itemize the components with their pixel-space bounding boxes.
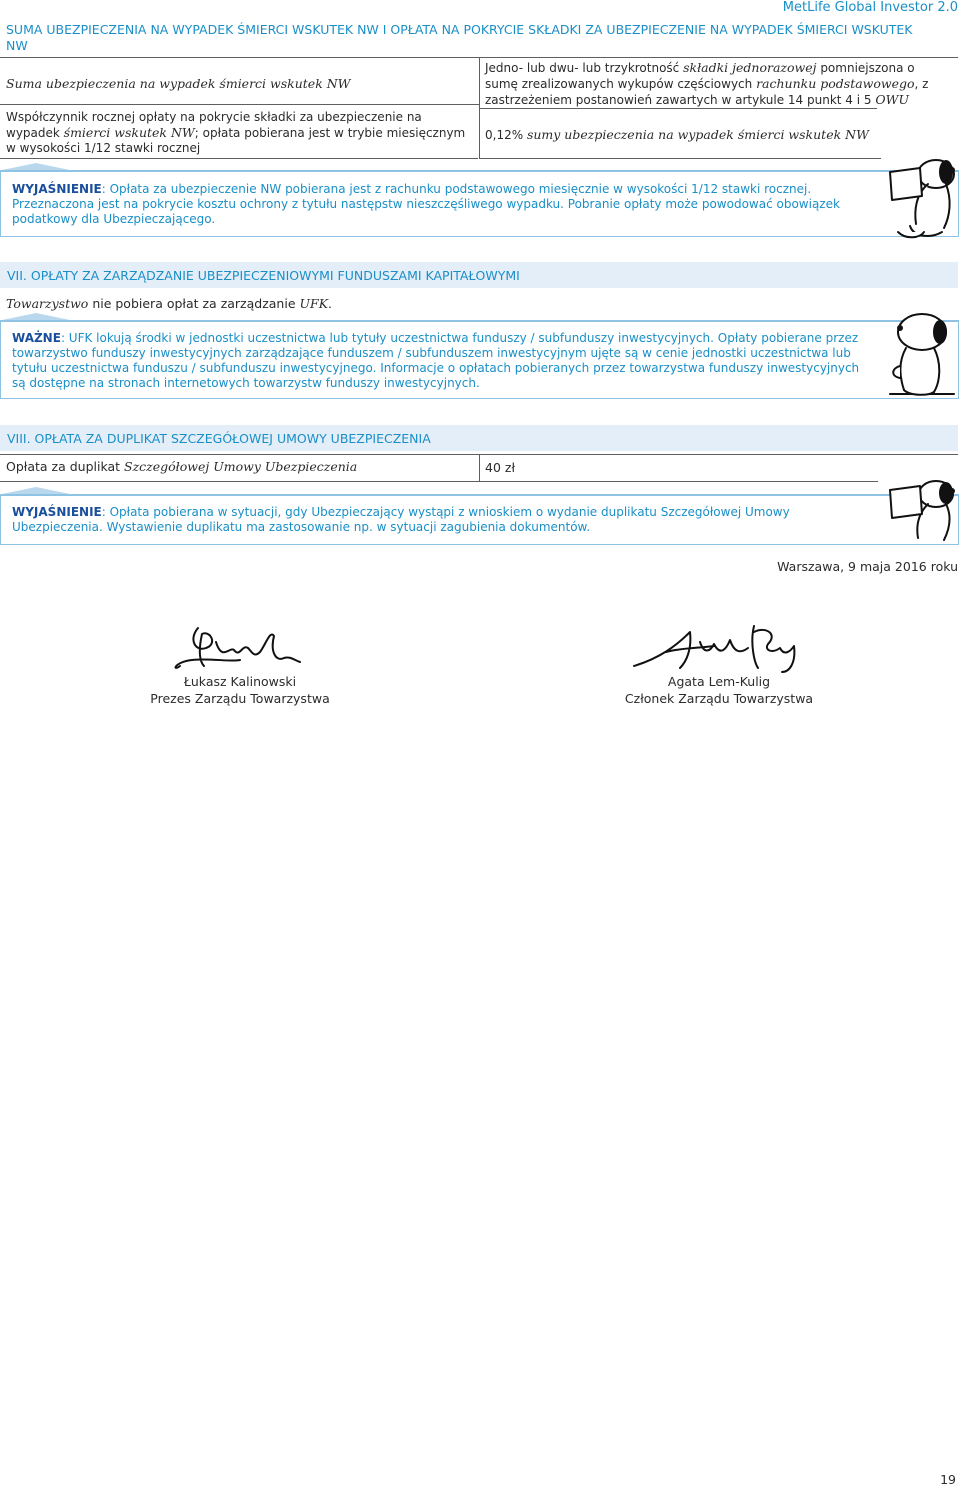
- signatory-left: [140, 673, 340, 707]
- table-border-bottom-right: [479, 158, 881, 159]
- note-explanation-nw-text: [12, 182, 842, 227]
- note-lead: WAŻNE: [12, 331, 61, 345]
- table-border-bottom: [0, 481, 878, 482]
- product-name: MetLife Global Investor 2.0: [782, 0, 958, 15]
- nw-fee-rate-value-term: sumy ubezpieczenia na wypadek śmierci wskutek NW: [526, 127, 869, 142]
- note-important-ufk-text: [12, 331, 862, 391]
- section-title-vii: VII. OPŁATY ZA ZARZĄDZANIE UBEZPIECZENIOWYMI FUNDUSZAMI KAPITAŁOWYMI: [7, 268, 520, 283]
- section-vii-statement: [6, 296, 946, 311]
- duplicate-fee-label: [6, 459, 476, 474]
- nw-sum-value-term: rachunku podstawowego: [756, 76, 915, 91]
- signatory-name: Łukasz Kalinowski: [183, 674, 297, 689]
- nw-sum-value-part: , z zastrzeżeniem postanowień zawartych w artykule 14 punkt 4 i 5: [485, 77, 929, 107]
- duplicate-fee-value: 40 zł: [485, 460, 515, 475]
- nw-sum-value-term: OWU: [875, 92, 909, 107]
- signature-lem-kulig: [630, 622, 810, 676]
- table-row-divider-left: [0, 104, 479, 105]
- signatory-right: [609, 673, 829, 707]
- note-body: : Opłata za ubezpieczenie NW pobierana jest z rachunku podstawowego miesięcznie w wysokości 1/12 stawki rocznej. Przeznaczona jest na pokrycie kosztu ochrony z tytułu następstw nieszczęśliwego wypadku. Pobranie opłaty może powodować obowiązek podatkowy dla Ubezpieczającego.: [12, 182, 840, 226]
- note-explanation-duplicate-text: [12, 505, 832, 535]
- snoopy-reading-illustration: [880, 152, 960, 240]
- nw-fee-rate-value-part: 0,12%: [485, 128, 527, 142]
- nw-fee-rate-label-term: śmierci wskutek NW: [63, 125, 195, 140]
- duplicate-fee-label-part: Opłata za duplikat: [6, 459, 125, 474]
- term-towarzystwo: Towarzystwo: [6, 296, 89, 311]
- signature-kalinowski: [170, 622, 310, 676]
- note-body: : UFK lokują środki w jednostki uczestnictwa lub tytuły uczestnictwa funduszy / subfunduszy inwestycyjnych. Opłaty pobierane przez towarzystwo funduszy inwestycyjnych zarządzające funduszem / subfunduszem inwestycyjnym ujęte są w cenie jednostki uczestnictwa lub tytułu uczestnictwa funduszu / subfunduszu inwestycyjnego. Informacje o opłatach pobieranych przez towarzystwa funduszy inwestycyjnych są dostępne na stronach internetowych towarzystw funduszy inwestycyjnych.: [12, 331, 860, 390]
- signatory-name: Agata Lem-Kulig: [667, 674, 771, 689]
- nw-sum-value-part: pomniejszona o sumę zrealizowanych wykupów częściowych: [485, 61, 915, 91]
- nw-sum-label-text: Suma ubezpieczenia na wypadek śmierci wskutek NW: [6, 76, 351, 91]
- note-lead: WYJAŚNIENIE: [12, 182, 102, 196]
- statement-part: nie pobiera opłat za zarządzanie: [88, 296, 300, 311]
- nw-sum-value-term: składki jednorazowej: [683, 60, 817, 75]
- statement-part: .: [328, 296, 333, 311]
- note-lead: WYJAŚNIENIE: [12, 505, 102, 519]
- signatory-role: Prezes Zarządu Towarzystwa: [150, 691, 330, 706]
- snoopy-thinking-illustration: [870, 306, 960, 398]
- note-tab: [2, 163, 70, 170]
- nw-fee-rate-label-part: ; opłata pobierana jest w trybie miesięcznym w wysokości 1/12 stawki rocznej: [6, 126, 466, 155]
- nw-sum-value-part: Jedno- lub dwu- lub trzykrotność: [485, 61, 684, 75]
- signatory-role: Członek Zarządu Towarzystwa: [624, 691, 814, 706]
- term-ufk: UFK: [299, 296, 329, 311]
- nw-fee-rate-label: [6, 110, 474, 156]
- nw-fee-rate-value: [485, 127, 905, 143]
- page-number: 19: [940, 1472, 956, 1487]
- note-tab: [2, 313, 70, 320]
- section-header-vii: [0, 262, 958, 288]
- nw-sum-label: [6, 76, 466, 92]
- table-row-divider-right: [479, 108, 877, 109]
- table-border-bottom-left: [0, 158, 478, 159]
- place-date: Warszawa, 9 maja 2016 roku: [777, 559, 958, 574]
- nw-fee-rate-label-part: Współczynnik rocznej opłaty na pokrycie składki za ubezpieczenie na wypadek: [6, 110, 422, 140]
- note-tab: [2, 487, 70, 494]
- snoopy-reading-illustration: [880, 476, 960, 546]
- section-title-viii: VIII. OPŁATA ZA DUPLIKAT SZCZEGÓŁOWEJ UMOWY UBEZPIECZENIA: [7, 431, 431, 446]
- table-column-divider: [479, 454, 480, 481]
- nw-sum-value: [485, 60, 930, 108]
- section-title-nw: SUMA UBEZPIECZENIA NA WYPADEK ŚMIERCI WSKUTEK NW I OPŁATA NA POKRYCIE SKŁADKI ZA UBEZPIECZENIE NA WYPADEK ŚMIERCI WSKUTEK NW: [6, 22, 913, 53]
- note-body: : Opłata pobierana w sytuacji, gdy Ubezpieczający wystąpi z wnioskiem o wydanie duplikatu Szczegółowej Umowy Ubezpieczenia. Wystawienie duplikatu ma zastosowanie np. w sytuacji zagubienia dokumentów.: [12, 505, 790, 534]
- duplicate-fee-label-term: Szczegółowej Umowy Ubezpieczenia: [124, 459, 358, 474]
- section-header-viii: [0, 425, 958, 451]
